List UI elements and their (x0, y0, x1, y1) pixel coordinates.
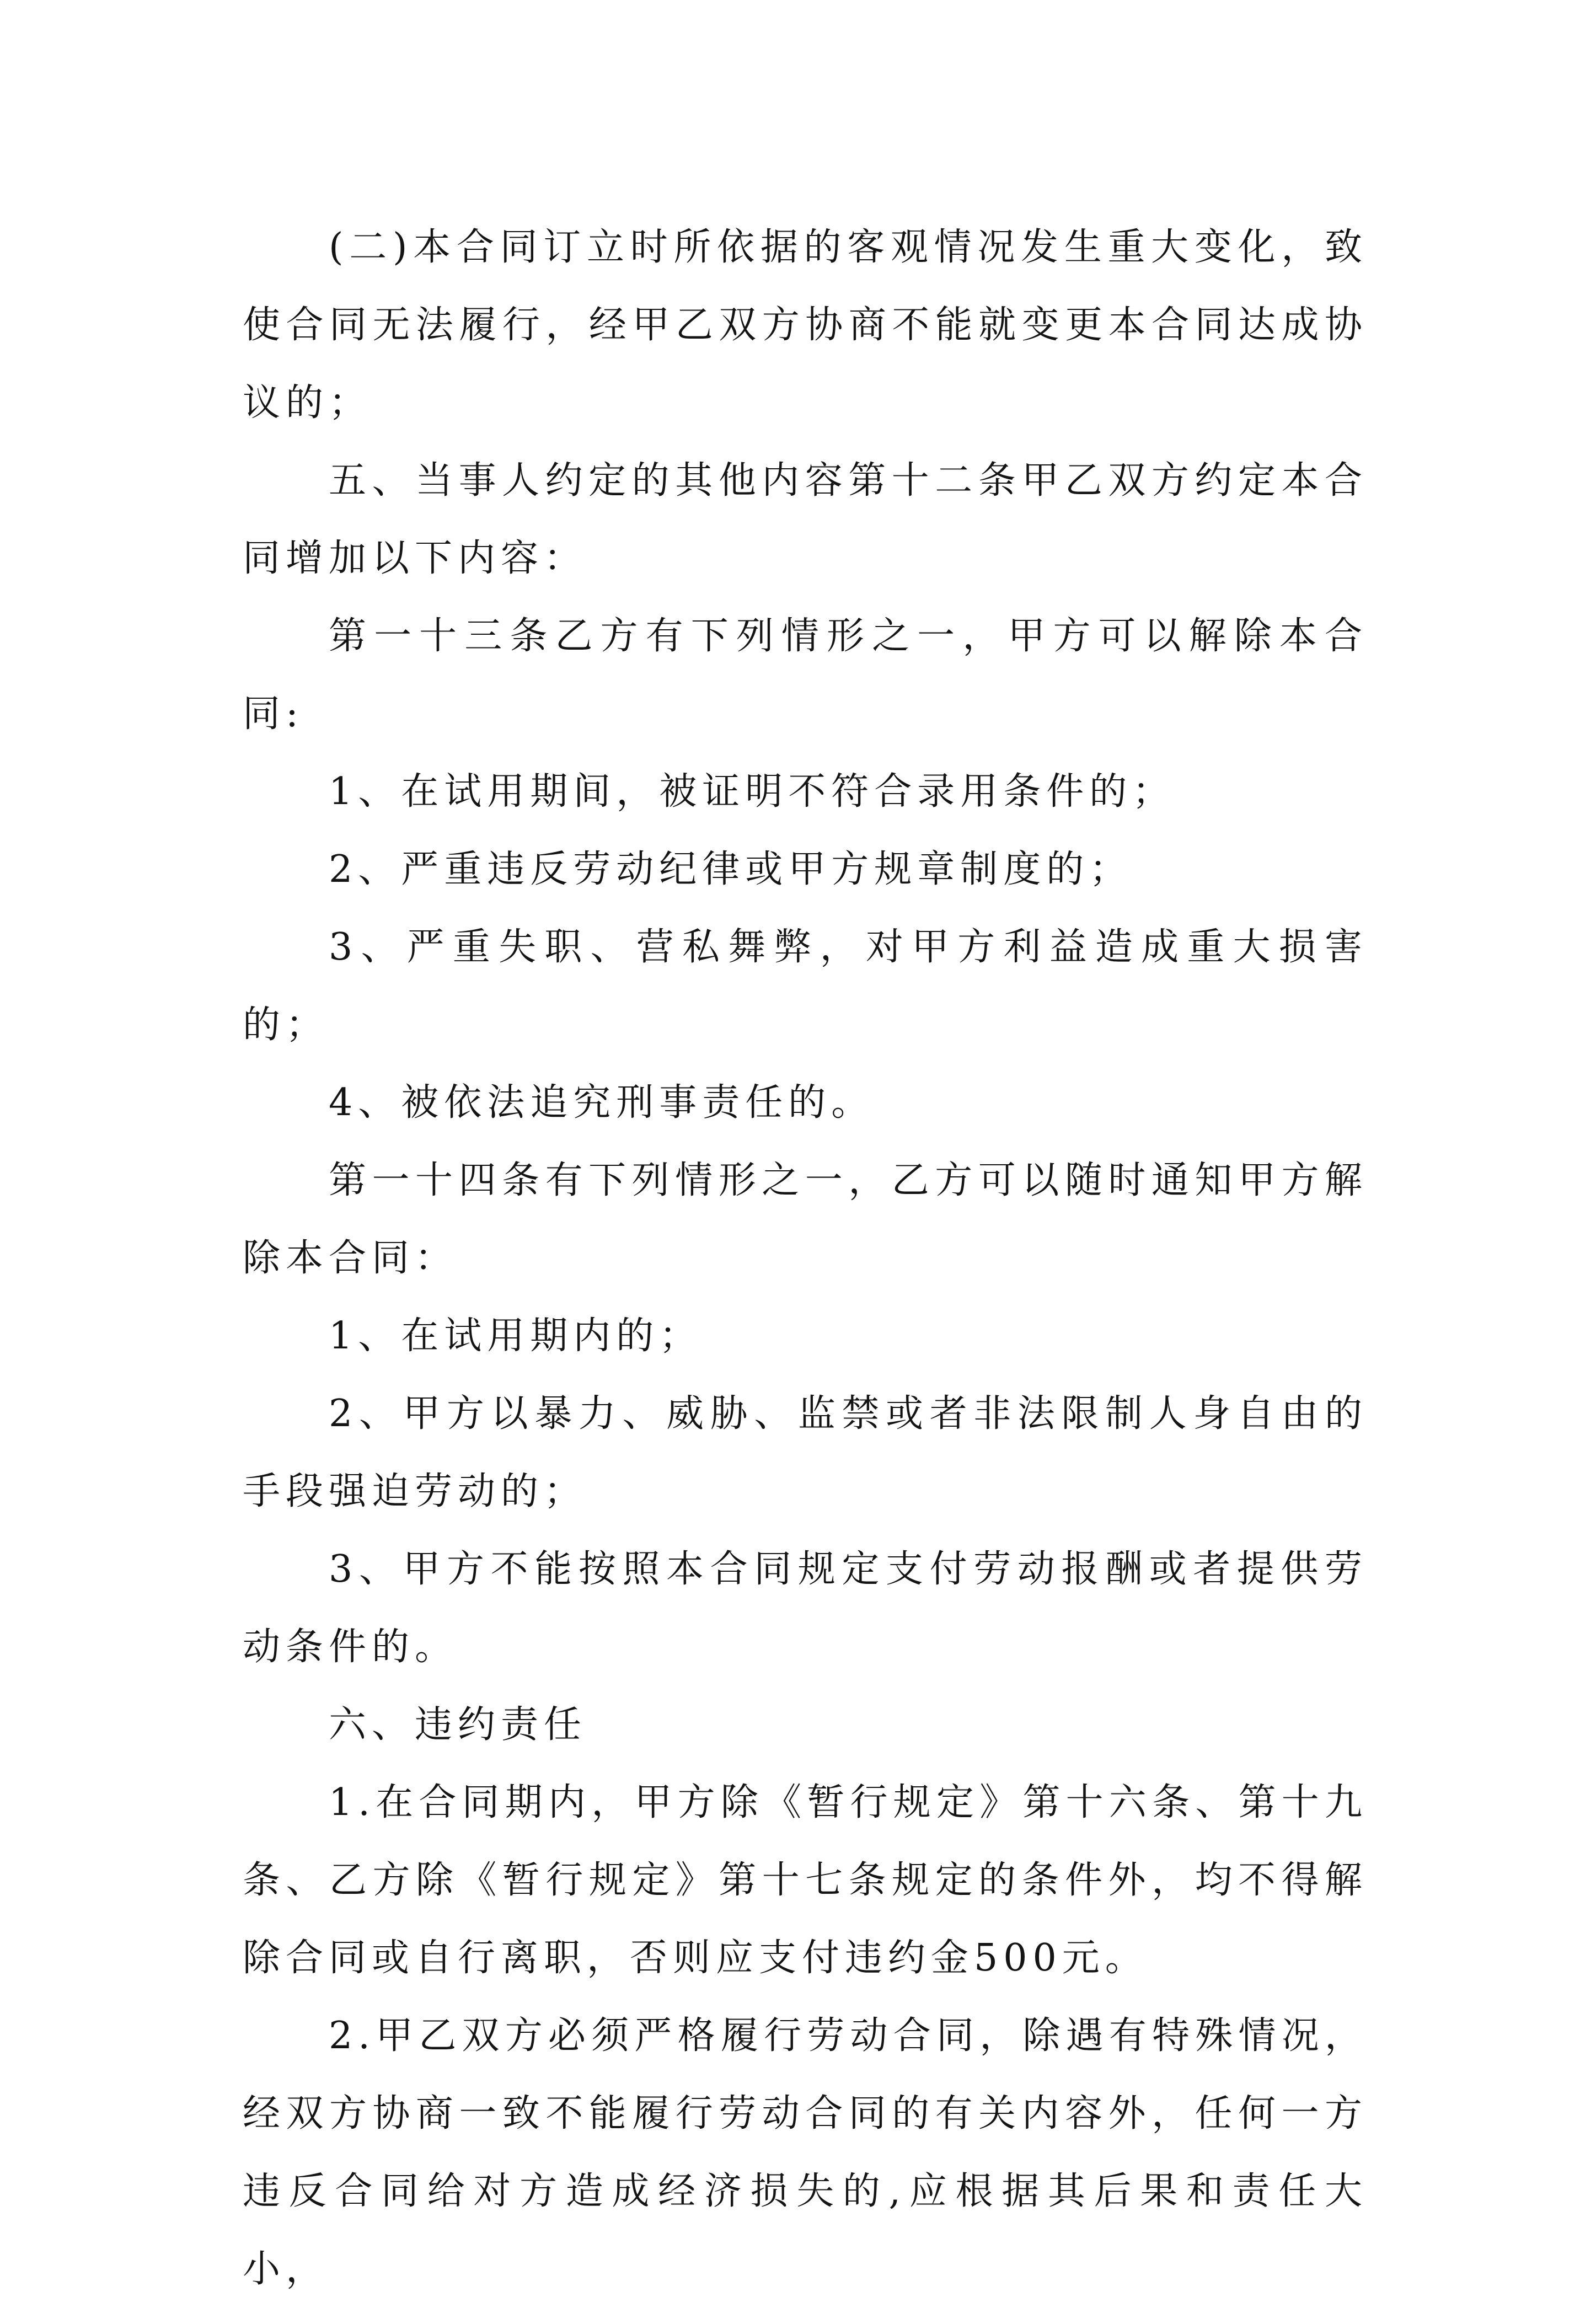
paragraph-clause-2: (二)本合同订立时所依据的客观情况发生重大变化，致使合同无法履行，经甲乙双方协商不能就变更本合同达成协议的； (243, 226, 1368, 425)
document-body (243, 208, 1368, 2308)
section-heading-breach: 六、违约责任 (329, 1703, 587, 1747)
paragraph-breach-item-2: 2.甲乙双方必须严格履行劳动合同，除遇有特殊情况，经双方协商一致不能履行劳动合同的有关内容外，任何一方违反合同给对方造成经济损失的,应根据其后果和责任大小， (243, 2014, 1368, 2291)
paragraph-article-13-item-2: 2、严重违反劳动纪律或甲方规章制度的； (329, 848, 1133, 891)
paragraph-article-13-item-3: 3、严重失职、营私舞弊，对甲方利益造成重大损害的； (243, 925, 1368, 1047)
paragraph-section-5: 五、当事人约定的其他内容第十二条甲乙双方约定本合同增加以下内容： (243, 459, 1368, 580)
paragraph-article-14-item-2: 2、甲方以暴力、威胁、监禁或者非法限制人身自由的手段强迫劳动的； (243, 1392, 1368, 1513)
paragraph-breach-item-1: 1.在合同期内，甲方除《暂行规定》第十六条、第十九条、乙方除《暂行规定》第十七条规定的条件外，均不得解除合同或自行离职，否则应支付违约金500元。 (243, 1781, 1368, 1980)
paragraph-article-13-item-4: 4、被依法追究刑事责任的。 (329, 1081, 875, 1124)
paragraph-article-14-item-3: 3、甲方不能按照本合同规定支付劳动报酬或者提供劳动条件的。 (243, 1547, 1368, 1669)
paragraph-article-14: 第一十四条有下列情形之一，乙方可以随时通知甲方解除本合同： (243, 1159, 1368, 1280)
paragraph-article-14-item-1: 1、在试用期内的； (329, 1314, 703, 1358)
paragraph-article-13-item-1: 1、在试用期间，被证明不符合录用条件的； (329, 770, 1176, 813)
paragraph-article-13: 第一十三条乙方有下列情形之一，甲方可以解除本合同: (243, 614, 1368, 736)
